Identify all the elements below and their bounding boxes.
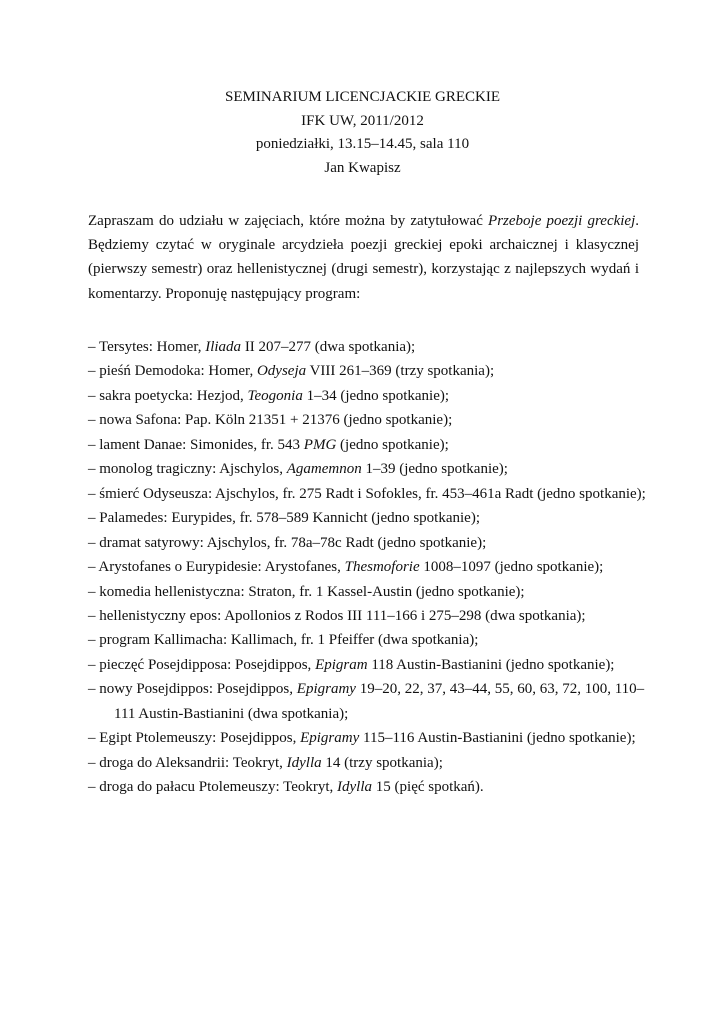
program-item bbox=[88, 506, 648, 530]
item-text: 1008–1097 (jedno spotkanie); bbox=[419, 559, 604, 576]
item-text: – lament Danae: Simonides, fr. 543 bbox=[88, 436, 304, 453]
item-text: – sakra poetycka: Hezjod, bbox=[88, 387, 248, 404]
item-text: – Arystofanes o Eurypidesie: Arystofanes, bbox=[88, 559, 345, 576]
intro-text: . bbox=[635, 213, 639, 229]
item-text: – Palamedes: Eurypides, fr. 578–589 Kannicht (jedno spotkanie); bbox=[88, 510, 480, 527]
item-work-title: Agamemnon bbox=[286, 461, 362, 478]
item-text: 1–34 (jedno spotkanie); bbox=[302, 387, 450, 404]
item-text: – Egipt Ptolemeuszy: Posejdippos, bbox=[88, 730, 301, 747]
program-item bbox=[88, 359, 648, 383]
item-text: VIII 261–369 (trzy spotkania); bbox=[306, 363, 495, 380]
program-item bbox=[88, 408, 648, 432]
item-work-title: Idylla bbox=[337, 779, 373, 796]
item-text: 1–39 (jedno spotkanie); bbox=[361, 461, 508, 478]
item-text: – hellenistyczny epos: Apollonios z Rodos III 111–166 i 275–298 (dwa spotkania); bbox=[88, 607, 586, 624]
item-text: – śmierć Odyseusza: Ajschylos, fr. 275 Radt i Sofokles, fr. 453–461a Radt (jedno spotkanie); bbox=[88, 485, 646, 502]
item-text: (jedno spotkanie); bbox=[336, 436, 449, 453]
program-item bbox=[88, 457, 648, 481]
program-item bbox=[88, 335, 648, 359]
item-continuation: 111 Austin-Bastianini (dwa spotkania); bbox=[114, 705, 349, 722]
seminar-title: SEMINARIUM LICENCJACKIE GRECKIE bbox=[225, 89, 500, 105]
program-item bbox=[88, 555, 648, 579]
item-work-title: Teogonia bbox=[247, 387, 303, 404]
intro-line bbox=[88, 209, 639, 233]
program-item bbox=[88, 433, 648, 457]
item-text: 14 (trzy spotkania); bbox=[321, 754, 443, 771]
item-text: – pieśń Demodoka: Homer, bbox=[88, 363, 257, 380]
schedule-line: poniedziałki, 13.15–14.45, sala 110 bbox=[255, 136, 470, 152]
item-text: – komedia hellenistyczna: Straton, fr. 1 Kassel-Austin (jedno spotkanie); bbox=[88, 583, 525, 600]
item-work-title: , Epigramy bbox=[289, 681, 356, 698]
item-text: – nowa Safona: Pap. Köln 21351 + 21376 (jedno spotkanie); bbox=[88, 412, 453, 429]
program-item bbox=[88, 726, 648, 750]
item-text: – droga do pałacu Ptolemeuszy: Teokryt, bbox=[88, 779, 338, 796]
item-work-title: PMG bbox=[303, 436, 337, 453]
item-text: – nowy Posejdippos: Posejdippos bbox=[88, 681, 290, 698]
intro-text: Zapraszam do udziału w zajęciach, które można by zatytułować bbox=[88, 213, 489, 229]
program-item bbox=[88, 751, 648, 775]
program-item bbox=[88, 653, 648, 677]
item-work-title: Iliada bbox=[205, 339, 242, 355]
program-item bbox=[88, 580, 648, 604]
intro-paragraph bbox=[88, 209, 639, 306]
item-text: – monolog tragiczny: Ajschylos, bbox=[88, 461, 287, 478]
item-work-title: Idylla bbox=[286, 754, 322, 771]
program-item bbox=[88, 604, 648, 628]
program-item bbox=[88, 531, 648, 555]
item-text: 118 Austin-Bastianini (jedno spotkanie); bbox=[367, 656, 615, 673]
intro-line: Będziemy czytać w oryginale arcydzieła poezji greckiej epoki archaicznej i klasycznej bbox=[88, 237, 639, 254]
intro-line: (pierwszy semestr) oraz hellenistycznej (drugi semestr), korzystając z najlepszych wydań i bbox=[88, 261, 639, 278]
item-text: 19–20, 22, 37, 43–44, 55, 60, 63, 72, 100, 110– bbox=[355, 681, 645, 698]
item-work-title: Odyseja bbox=[256, 363, 307, 380]
item-text: II 207–277 (dwa spotkania); bbox=[241, 339, 416, 355]
item-text: – pieczęć Posejdipposa: Posejdippos, bbox=[88, 656, 316, 673]
item-text: 115–116 Austin-Bastianini (jedno spotkanie); bbox=[359, 730, 636, 747]
program-item bbox=[88, 775, 648, 799]
item-text: – program Kallimacha: Kallimach, fr. 1 Pfeiffer (dwa spotkania); bbox=[88, 632, 479, 649]
author-name: Jan Kwapisz bbox=[324, 159, 401, 176]
document-header bbox=[0, 86, 725, 180]
item-work-title: Thesmoforie bbox=[344, 559, 420, 576]
program-item-multiline bbox=[88, 677, 648, 726]
item-text: – Tersytes: Homer, bbox=[88, 339, 206, 355]
item-text: 15 (pięć spotkań). bbox=[372, 779, 484, 796]
item-work-title: Epigram bbox=[315, 656, 368, 673]
intro-line: komentarzy. Proponuję następujący program: bbox=[88, 285, 361, 302]
institute-year: IFK UW, 2011/2012 bbox=[301, 112, 424, 129]
item-work-title: Epigramy bbox=[300, 730, 360, 747]
item-text: – droga do Aleksandrii: Teokryt, bbox=[88, 754, 287, 771]
program-item bbox=[88, 628, 648, 652]
program-list bbox=[88, 335, 648, 800]
program-item bbox=[88, 384, 648, 408]
program-item bbox=[88, 482, 648, 506]
item-text: – dramat satyrowy: Ajschylos, fr. 78a–78c Radt (jedno spotkanie); bbox=[88, 534, 487, 551]
course-title-italic: Przeboje poezji greckiej bbox=[488, 213, 636, 229]
